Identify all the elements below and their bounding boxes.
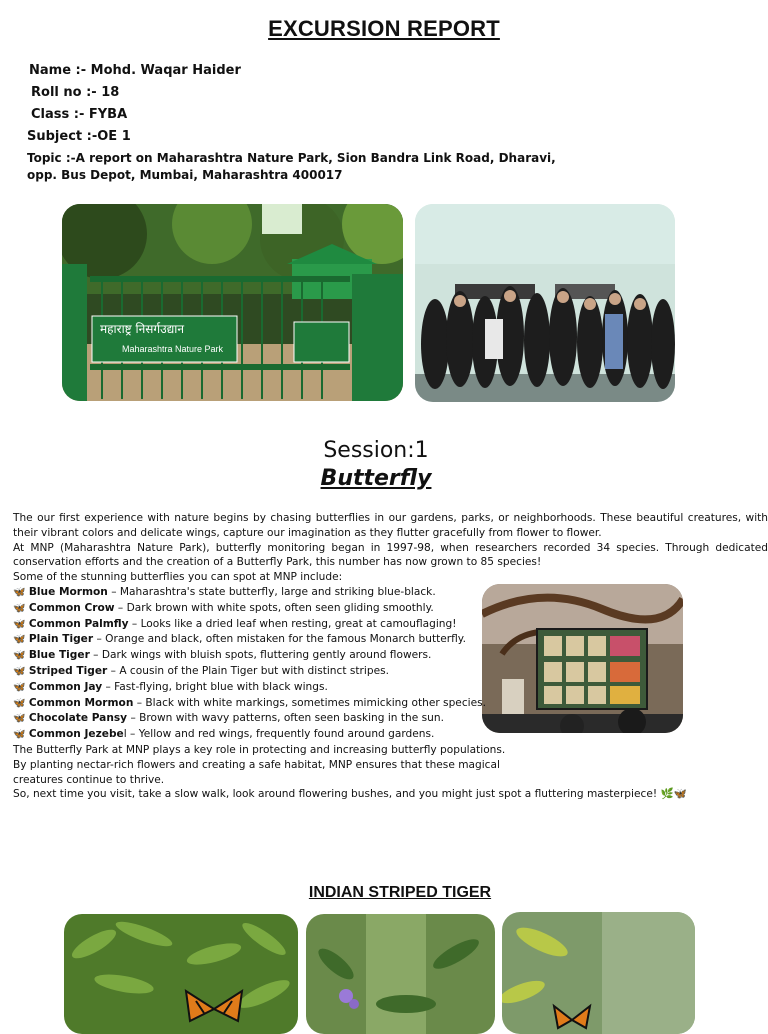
butterfly-desc: – Dark brown with white spots, often seen gliding smoothly. bbox=[114, 601, 434, 614]
butterfly-list-item bbox=[13, 648, 475, 664]
class-line: Class :- FYBA bbox=[31, 107, 128, 122]
butterfly-icon: 🦋 bbox=[13, 713, 26, 725]
park-gate-illustration bbox=[62, 204, 403, 401]
butterfly-list-item bbox=[13, 617, 475, 633]
butterfly-icon: 🦋 bbox=[13, 650, 26, 662]
butterfly-icon: 🦋 bbox=[13, 729, 26, 741]
butterfly-list-item bbox=[13, 711, 475, 727]
striped-tiger-photo-3 bbox=[502, 912, 695, 1034]
butterfly-name: Blue Tiger bbox=[28, 649, 90, 662]
butterfly-icon: 🦋 bbox=[13, 665, 26, 677]
butterfly-icon: 🦋 bbox=[13, 602, 26, 614]
butterfly-name: Chocolate Pansy bbox=[28, 712, 128, 725]
gate-sign-english: Maharashtra Nature Park bbox=[122, 344, 224, 354]
butterfly-name: Common Palmfly bbox=[28, 617, 129, 630]
section-title-striped-tiger: INDIAN STRIPED TIGER bbox=[308, 884, 492, 901]
butterfly-list-item bbox=[13, 632, 475, 648]
subject-line: Subject :-OE 1 bbox=[27, 129, 131, 144]
butterfly-desc: – A cousin of the Plain Tiger but with distinct stripes. bbox=[107, 664, 389, 677]
history-paragraph: At MNP (Maharashtra Nature Park), butterfly monitoring began in 1997-98, when researchers recorded 34 species. Through dedicated conservation efforts and the creation of a Butterfly Park, this number has now grown to 85 species! bbox=[13, 541, 768, 569]
butterfly-desc: – Fast-flying, bright blue with black wings. bbox=[102, 680, 328, 693]
butterfly-desc: – Brown with wavy patterns, often seen basking in the sun. bbox=[127, 712, 444, 725]
park-role-line-2: By planting nectar-rich flowers and creating a safe habitat, MNP ensures that these magical creatures continue to thrive. bbox=[13, 758, 500, 786]
gate-sign-hindi: महाराष्ट्र निसर्गउद्यान bbox=[100, 322, 185, 336]
butterfly-name: Common Jezebe bbox=[28, 728, 124, 741]
butterfly-list-item bbox=[13, 727, 475, 743]
session-label: Session:1 bbox=[323, 438, 429, 463]
striped-tiger-illustration-1 bbox=[64, 914, 298, 1034]
butterfly-desc: – Dark wings with bluish spots, fluttering gently around flowers. bbox=[89, 649, 432, 662]
butterfly-name: Common Crow bbox=[28, 601, 115, 614]
butterfly-icon: 🦋 bbox=[13, 634, 26, 646]
topic-line-1: Topic :-A report on Maharashtra Nature Park, Sion Bandra Link Road, Dharavi, bbox=[27, 151, 556, 165]
park-gate-photo bbox=[62, 204, 403, 401]
butterfly-name: Common Jay bbox=[28, 680, 103, 693]
striped-tiger-photo-2 bbox=[306, 914, 495, 1034]
butterfly-icon: 🦋 bbox=[13, 618, 26, 630]
butterfly-desc: – Black with white markings, sometimes mimicking other species. bbox=[133, 696, 486, 709]
butterfly-list-item bbox=[13, 585, 475, 601]
butterfly-icon: 🦋 bbox=[13, 697, 26, 709]
butterfly-list-item bbox=[13, 696, 486, 712]
butterfly-name: Blue Mormon bbox=[28, 585, 108, 598]
session-body bbox=[13, 511, 768, 802]
butterfly-name: Plain Tiger bbox=[28, 633, 94, 646]
butterfly-list-item bbox=[13, 601, 475, 617]
butterfly-icon: 🦋 bbox=[13, 586, 26, 598]
roll-number: Roll no :- 18 bbox=[31, 85, 120, 100]
closing-line: So, next time you visit, take a slow walk, look around flowering bushes, and you might just spot a fluttering masterpiece! 🌿🦋 bbox=[13, 788, 687, 801]
butterfly-list-item bbox=[13, 680, 475, 696]
striped-tiger-illustration-2 bbox=[306, 914, 495, 1034]
striped-tiger-photo-1 bbox=[64, 914, 298, 1034]
butterfly-desc: – Looks like a dried leaf when resting, great at camouflaging! bbox=[128, 617, 457, 630]
group-photo bbox=[415, 204, 675, 402]
butterfly-name: Common Mormon bbox=[28, 696, 134, 709]
butterfly-desc: l – Yellow and red wings, frequently found around gardens. bbox=[123, 728, 435, 741]
session-title: Butterfly bbox=[320, 466, 432, 491]
intro-paragraph: The our first experience with nature begins by chasing butterflies in our gardens, parks, or neighborhoods. These beautiful creatures, with their vibrant colors and delicate wings, capture our imagination as they flutter gracefully from flower to flower. bbox=[13, 512, 768, 539]
group-photo-illustration bbox=[415, 204, 675, 402]
park-role-line-1: The Butterfly Park at MNP plays a key role in protecting and increasing butterfly populations. bbox=[13, 743, 506, 756]
striped-tiger-illustration-3 bbox=[502, 912, 695, 1034]
butterfly-desc: – Orange and black, often mistaken for the famous Monarch butterfly. bbox=[93, 633, 466, 646]
student-name: Name :- Mohd. Waqar Haider bbox=[29, 63, 241, 78]
butterfly-icon: 🦋 bbox=[13, 681, 26, 693]
topic-line-2: opp. Bus Depot, Mumbai, Maharashtra 400017 bbox=[27, 168, 343, 182]
butterfly-desc: – Maharashtra's state butterfly, large and striking blue-black. bbox=[107, 585, 436, 598]
butterfly-list-item bbox=[13, 664, 475, 680]
report-title: EXCURSION REPORT bbox=[268, 16, 500, 41]
butterfly-name: Striped Tiger bbox=[28, 664, 108, 677]
list-intro: Some of the stunning butterflies you can spot at MNP include: bbox=[13, 571, 343, 584]
